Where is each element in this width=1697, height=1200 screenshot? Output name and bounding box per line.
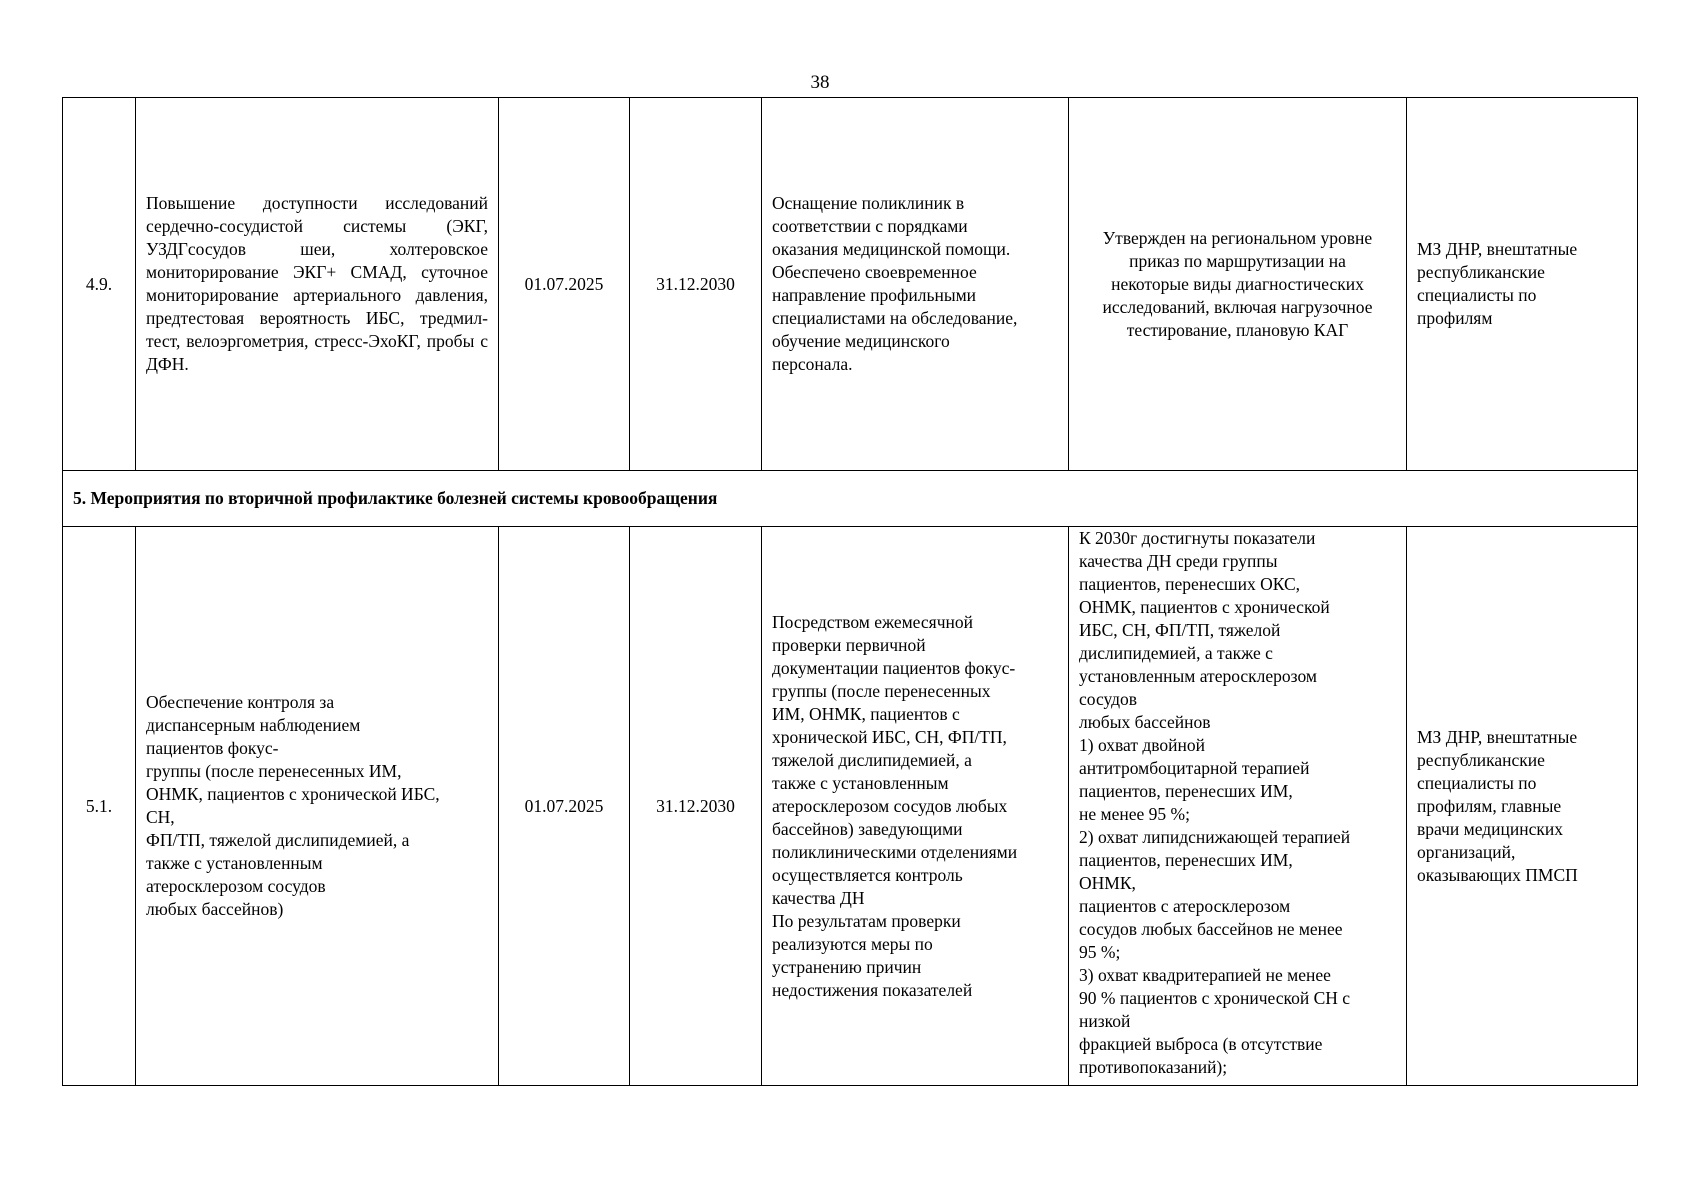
result-cell: Утвержден на региональном уровне приказ по маршрутизации на некоторые виды диагностических исследований, включая нагрузочное тестирование, плановую КАГ: [1069, 98, 1407, 471]
section-header-row: [63, 471, 1638, 527]
table-row: [63, 527, 1638, 1086]
row-number: 4.9.: [63, 98, 136, 471]
responsible-cell: МЗ ДНР, внештатные республиканские специалисты по профилям, главные врачи медицинских организаций, оказывающих ПМСП: [1407, 527, 1638, 1086]
row-number: 5.1.: [63, 527, 136, 1086]
end-date-cell: 31.12.2030: [630, 98, 762, 471]
page-number: 38: [810, 72, 830, 93]
start-date-cell: 01.07.2025: [499, 98, 630, 471]
activity-cell: Повышение доступности исследований сердечно-сосудистой системы (ЭКГ, УЗДГсосудов шеи, холтеровское мониторирование ЭКГ+ СМАД, суточное мониторирование артериального давления, предтестовая вероятность ИБС, тредмил-тест, велоэргометрия, стресс-ЭхоКГ, пробы с ДФН.: [136, 98, 499, 471]
result-cell: К 2030г достигнуты показатели качества ДН среди группы пациентов, перенесших ОКС, ОНМК, пациентов с хронической ИБС, СН, ФП/ТП, тяжелой дислипидемией, а также с установленным атеросклерозом сосудов любых бассейнов 1) охват двойной антитромбоцитарной терапией пациентов, перенесших ИМ, не менее 95 %; 2) охват липидснижающей терапией пациентов, перенесших ИМ, ОНМК, пациентов с атеросклерозом сосудов любых бассейнов не менее 95 %; 3) охват квадритерапией не менее 90 % пациентов с хронической СН с низкой фракцией выброса (в отсутствие противопоказаний);: [1069, 527, 1407, 1086]
start-date-cell: 01.07.2025: [499, 527, 630, 1086]
characteristic-cell: Посредством ежемесячной проверки первичной документации пациентов фокус- группы (после перенесенных ИМ, ОНМК, пациентов с хронической ИБС, СН, ФП/ТП, тяжелой дислипидемией, а также с установленным атеросклерозом сосудов любых бассейнов) заведующими поликлиническими отделениями осуществляется контроль качества ДН По результатам проверки реализуются меры по устранению причин недостижения показателей: [762, 527, 1069, 1086]
characteristic-cell: Оснащение поликлиник в соответствии с порядками оказания медицинской помощи. Обеспечено своевременное направление профильными специалистами на обследование, обучение медицинского персонала.: [762, 98, 1069, 471]
section-title: 5. Мероприятия по вторичной профилактике болезней системы кровообращения: [63, 471, 1638, 527]
end-date-cell: 31.12.2030: [630, 527, 762, 1086]
measures-table: [62, 97, 1638, 1086]
activity-cell: Обеспечение контроля за диспансерным наблюдением пациентов фокус- группы (после перенесенных ИМ, ОНМК, пациентов с хронической ИБС, СН, ФП/ТП, тяжелой дислипидемией, а также с установленным атеросклерозом сосудов любых бассейнов): [136, 527, 499, 1086]
table-row: [63, 98, 1638, 471]
responsible-cell: МЗ ДНР, внештатные республиканские специалисты по профилям: [1407, 98, 1638, 471]
